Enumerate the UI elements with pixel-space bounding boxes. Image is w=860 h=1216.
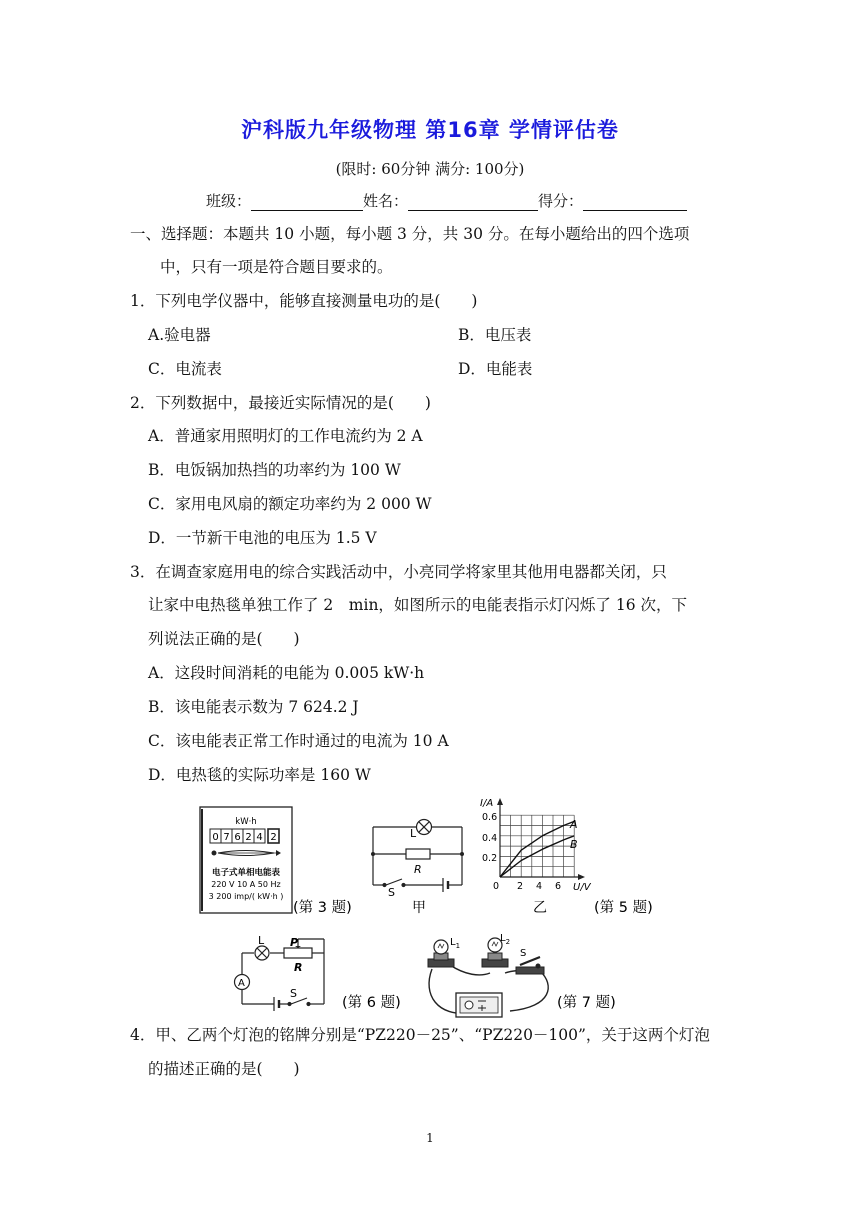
score-label: 得分： — [538, 192, 584, 210]
jia-resistor-label: R — [414, 863, 422, 876]
figures-panel — [0, 795, 860, 1020]
meter-digit: 0 — [212, 832, 219, 843]
yi-label: 乙 — [533, 900, 547, 916]
section-heading-line2: 中，只有一项是符合题目要求的。 — [160, 258, 393, 276]
q7-switch-label: S — [520, 948, 527, 959]
q3-option-a: A．这段时间消耗的电能为 0.005 kW·h — [148, 664, 425, 682]
meter-constant: 3 200 imp/( kW·h ) — [208, 892, 284, 901]
q3-option-b: B．该电能表示数为 7 624.2 J — [148, 698, 359, 716]
jia-switch-label: S — [388, 886, 395, 899]
physical-circuit-q7-figure — [428, 938, 548, 1017]
caption-q3: (第 3 题) — [293, 900, 352, 916]
iv-graph — [480, 798, 592, 893]
q1-stem: 1．下列电学仪器中，能够直接测量电功的是( ) — [130, 292, 478, 310]
page-title: 沪科版九年级物理 第16章 学情评估卷 — [241, 118, 619, 142]
l2-label: $L_2$ — [500, 933, 511, 946]
q4-stem-line1: 4．甲、乙两个灯泡的铭牌分别是“PZ220－25”、“PZ220－100”，关于这两个灯泡 — [130, 1026, 710, 1044]
meter-digit: 2 — [245, 832, 252, 843]
graph-x-tick: 0 — [493, 881, 500, 892]
q1-option-b: B．电压表 — [458, 326, 532, 344]
q3-option-c: C．该电能表正常工作时通过的电流为 10 A — [148, 732, 449, 750]
q3-stem-line2: 让家中电热毯单独工作了 2 min，如图所示的电能表指示灯闪烁了 16 次，下 — [148, 596, 688, 614]
meter-digit: 6 — [234, 832, 241, 843]
graph-x-label: U/V — [573, 882, 591, 893]
page-number: 1 — [426, 1131, 434, 1145]
ammeter-label: A — [238, 978, 245, 989]
jia-lamp-label: L — [410, 827, 417, 840]
curve-b-label: B — [570, 838, 578, 851]
graph-x-tick: 6 — [555, 881, 562, 892]
q6-lamp-label: L — [258, 934, 265, 947]
slider-label: P — [290, 936, 299, 949]
l1-label: $L_1$ — [450, 937, 461, 950]
caption-q7: (第 7 题) — [557, 995, 616, 1011]
rheostat-symbol — [284, 948, 312, 958]
caption-q5: (第 5 题) — [594, 900, 653, 916]
q3-stem-line1: 3．在调查家庭用电的综合实践活动中，小亮同学将家里其他用电器都关闭，只 — [130, 563, 667, 581]
exam-limits: (限时: 60分钟 满分: 100分) — [335, 160, 525, 178]
score-blank[interactable] — [583, 194, 687, 211]
meter-digit: 2 — [270, 832, 277, 843]
q1-option-d: D．电能表 — [458, 360, 533, 378]
meter-digit: 7 — [223, 832, 230, 843]
q4-stem-line2: 的描述正确的是( ) — [148, 1060, 300, 1078]
graph-x-tick: 2 — [517, 881, 524, 892]
meter-name: 电子式单相电能表 — [211, 868, 281, 878]
student-info-line — [206, 190, 687, 211]
knife-switch — [516, 957, 544, 974]
graph-y-tick: 0.2 — [482, 853, 498, 864]
q3-option-d: D．电热毯的实际功率是 160 W — [148, 766, 371, 784]
meter-unit: kW·h — [235, 817, 257, 827]
meter-digit: 4 — [256, 832, 263, 843]
q1-option-c: C．电流表 — [148, 360, 222, 378]
graph-y-tick: 0.4 — [482, 833, 498, 844]
name-label: 姓名： — [363, 192, 409, 210]
q2-stem: 2．下列数据中，最接近实际情况的是( ) — [130, 394, 431, 412]
meter-indicator-light — [212, 851, 217, 856]
battery-box — [456, 993, 502, 1017]
curve-a-label: A — [570, 818, 578, 831]
caption-q6: (第 6 题) — [342, 995, 401, 1011]
q2-option-d: D．一节新干电池的电压为 1.5 V — [148, 529, 377, 547]
graph-y-label: I/A — [480, 798, 494, 809]
electric-meter-figure — [200, 807, 292, 913]
q6-resistor-label: R — [294, 961, 303, 974]
q1-option-a: A.验电器 — [148, 326, 211, 344]
graph-curves — [500, 821, 574, 877]
q2-option-c: C．家用电风扇的额定功率约为 2 000 W — [148, 495, 432, 513]
circuit-q6-figure — [242, 939, 324, 1011]
graph-x-tick: 4 — [536, 881, 543, 892]
name-blank[interactable] — [408, 194, 538, 211]
jia-label: 甲 — [412, 900, 426, 916]
q6-switch-label: S — [290, 987, 297, 1000]
class-label: 班级： — [206, 192, 252, 210]
resistor-symbol — [406, 849, 430, 859]
switch-symbol — [386, 879, 402, 885]
meter-rating: 220 V 10 A 50 Hz — [211, 880, 281, 889]
class-blank[interactable] — [251, 194, 363, 211]
graph-y-tick: 0.6 — [482, 812, 498, 823]
circuit-jia-figure — [373, 820, 462, 893]
q2-option-a: A．普通家用照明灯的工作电流约为 2 A — [148, 427, 423, 445]
q2-option-b: B．电饭锅加热挡的功率约为 100 W — [148, 461, 401, 479]
q3-stem-line3: 列说法正确的是( ) — [148, 630, 300, 648]
section-heading-line1: 一、选择题：本题共 10 小题，每小题 3 分，共 30 分。在每小题给出的四个选项 — [130, 225, 690, 243]
